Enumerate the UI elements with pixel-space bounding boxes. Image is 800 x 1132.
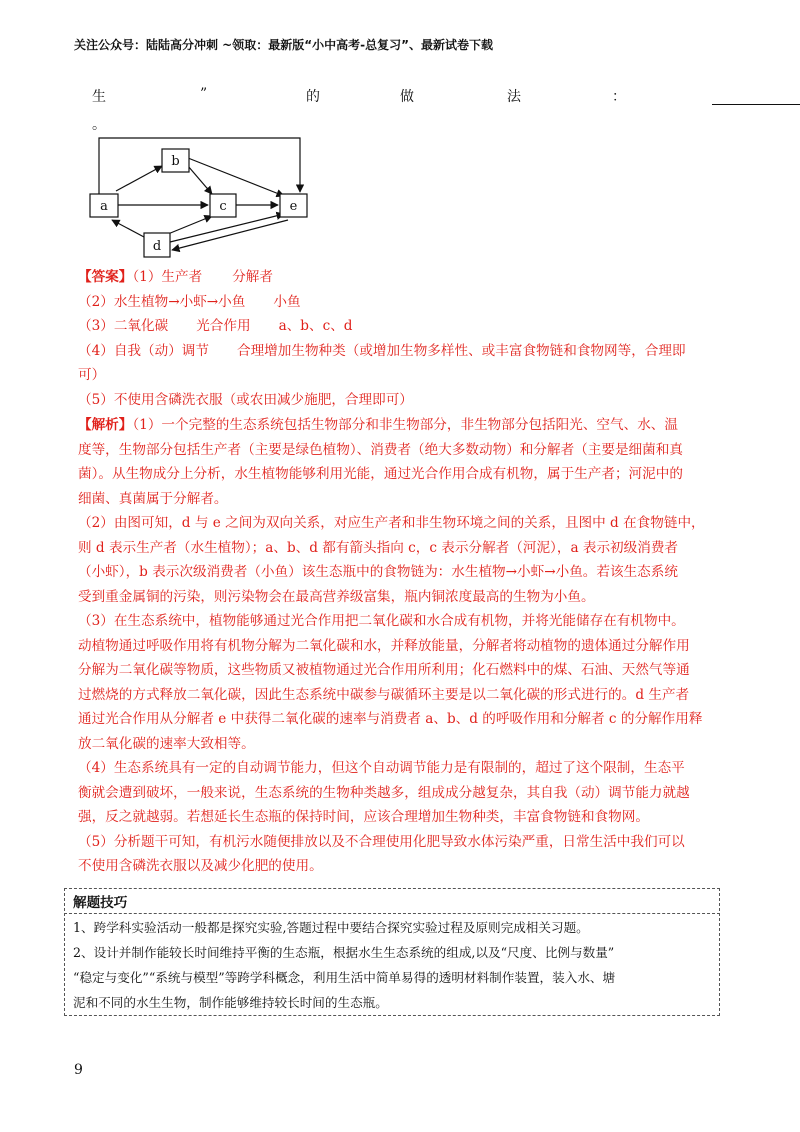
question-end-mark: 。: [92, 117, 106, 133]
analysis-p5-l2: 不使用含磷洗衣服以及减少化肥的使用。: [78, 858, 323, 874]
node-d: [144, 233, 170, 257]
analysis-p1-l2: 度等，生物部分包括生产者（主要是绿色植物）、消费者（绝大多数动物）和分解者（主要是细菌和真: [78, 441, 683, 458]
node-b: [162, 149, 189, 172]
node-e: [280, 194, 307, 217]
analysis-p2-l4: 受到重金属铜的污染，则污染物会在最高营养级富集，瓶内铜浓度最高的生物为小鱼。: [78, 588, 595, 605]
answer-line-5: （5）不使用含磷洗衣服（或农田减少施肥，合理即可）: [78, 391, 413, 408]
answer-4b: 合理增加生物种类（或增加生物多样性、或丰富食物链和食物网等，合理即: [237, 342, 686, 359]
question-char: ”: [200, 86, 208, 102]
question-char: 生: [92, 89, 106, 105]
analysis-p1-l1: 【解析】（1）一个完整的生态系统包括生物部分和非生物部分，非生物部分包括阳光、空气、水、温: [78, 417, 678, 433]
ecosystem-diagram: [88, 134, 328, 264]
node-b-label: b: [171, 154, 180, 169]
answer-line-3: [78, 314, 738, 339]
node-e-label: e: [289, 199, 298, 214]
answer-blank-line: [712, 104, 800, 105]
analysis-p1-l3: 菌）。从生物成分上分析，水生植物能够利用光能，通过光合作用合成有机物，属于生产者；河泥中的: [78, 466, 683, 482]
analysis-p2-l2: 则 d 表示生产者（水生植物）；a、b、d 都有箭头指向 c，c 表示分解者（河泥），a 表示初级消费者: [78, 539, 679, 556]
analysis-p3-l1: （3）在生态系统中，植物能够通过光合作用把二氧化碳和水合成有机物，并将光能储存在有机物中。: [78, 613, 685, 629]
analysis-p3-l5: 通过光合作用从分解者 e 中获得二氧化碳的速率与消费者 a、b、d 的呼吸作用和分解者 c 的分解作用释: [78, 711, 703, 727]
arrow-e-to-d: [172, 220, 288, 250]
question-char: 做: [400, 89, 414, 105]
node-c-label: c: [219, 199, 227, 214]
question-char: 的: [306, 89, 320, 105]
analysis-p4-l1: （4）生态系统具有一定的自动调节能力，但这个自动调节能力是有限制的，超过了这个限制，生态平: [78, 760, 685, 776]
arrow-a-to-e-top: [99, 138, 300, 194]
answer-1a: （1）生产者: [132, 269, 203, 285]
node-a: [90, 194, 118, 217]
question-char: ：: [612, 89, 626, 105]
analysis-section: [78, 413, 738, 879]
answer-2a: （2）水生植物→小虾→小鱼: [78, 293, 246, 310]
answer-line-4-cont: 可）: [78, 367, 106, 383]
analysis-p4-l2: 衡就会遭到破坏，一般来说，生态系统的生物种类越多，组成成分越复杂，其自我（动）调节能力就越: [78, 784, 690, 801]
answer-2b: 小鱼: [273, 293, 301, 310]
analysis-p5-l1: （5）分析题干可知，有机污水随便排放以及不合理使用化肥导致水体污染严重，日常生活中我们可以: [78, 833, 685, 850]
tips-line-4: 泥和不同的水生生物，制作能够维持较长时间的生态瓶。: [73, 995, 388, 1010]
analysis-label: 【解析】: [78, 417, 133, 433]
analysis-p4-l3: 强，反之就越弱。若想延长生态瓶的保持时间，应该合理增加生物种类，丰富食物链和食物网。: [78, 809, 649, 825]
arrow-b-to-e: [188, 158, 284, 196]
answer-line-2: [78, 290, 738, 315]
page-header: 关注公众号：陆陆高分冲刺 ~领取：最新版“小中高考-总复习”、最新试卷下载: [74, 38, 493, 52]
arrow-d-to-c: [168, 216, 212, 234]
tips-box: [64, 888, 720, 1016]
analysis-p2-l3: （小虾），b 表示次级消费者（小鱼）该生态瓶中的食物链为：水生植物→小虾→小鱼。若该生态系统: [78, 564, 678, 580]
arrow-d-to-a: [112, 220, 144, 237]
arrow-b-to-c: [188, 166, 212, 194]
answer-3a: （3）二氧化碳: [78, 318, 169, 334]
analysis-p3-l4: 过燃烧的方式释放二氧化碳，因此生态系统中碳参与碳循环主要是以二氧化碳的形式进行的。d 生产者: [78, 686, 690, 703]
tips-divider: [64, 913, 720, 914]
answer-section: [78, 265, 738, 412]
answer-4a: （4）自我（动）调节: [78, 342, 209, 359]
answer-3b: 光合作用: [196, 318, 251, 334]
question-text-row: [92, 86, 800, 110]
arrow-a-to-b: [116, 166, 162, 191]
analysis-p2-l1: （2）由图可知，d 与 e 之间为双向关系，对应生产者和非生物环境之间的关系，且图中 d 在食物链中，: [78, 515, 705, 531]
page-number: 9: [74, 1062, 83, 1078]
answer-3c: a、b、c、d: [278, 318, 353, 334]
tips-line-3: “稳定与变化”“系统与模型”等跨学科概念，利用生活中简单易得的透明材料制作装置，装入水、塘: [73, 970, 616, 985]
node-c: [210, 194, 236, 217]
question-char: 法: [507, 89, 521, 105]
analysis-p3-l3: 分解为二氧化碳等物质，这些物质又被植物通过光合作用所利用；化石燃料中的煤、石油、天然气等通: [78, 662, 690, 678]
answer-line-1: [78, 265, 738, 290]
node-a-label: a: [100, 199, 108, 214]
answer-line-4: [78, 339, 738, 364]
analysis-p3-l2: 动植物通过呼吸作用将有机物分解为二氧化碳和水，并释放能量，分解者将动植物的遗体通过分解作用: [78, 637, 690, 654]
tips-line-2: 2、设计并制作能较长时间维持平衡的生态瓶，根据水生生态系统的组成,以及“尺度、比例与数量”: [73, 945, 615, 960]
tips-title: 解题技巧: [73, 895, 128, 911]
analysis-p3-l6: 放二氧化碳的速率大致相等。: [78, 735, 255, 752]
answer-label: 【答案】: [78, 269, 133, 285]
arrow-d-to-e: [170, 214, 284, 242]
answer-1b: 分解者: [232, 269, 273, 285]
analysis-p1-l4: 细菌、真菌属于分解者。: [78, 490, 228, 507]
tips-line-1: 1、跨学科实验活动一般都是探究实验,答题过程中要结合探究实验过程及原则完成相关习题。: [73, 920, 589, 935]
node-d-label: d: [152, 239, 162, 254]
